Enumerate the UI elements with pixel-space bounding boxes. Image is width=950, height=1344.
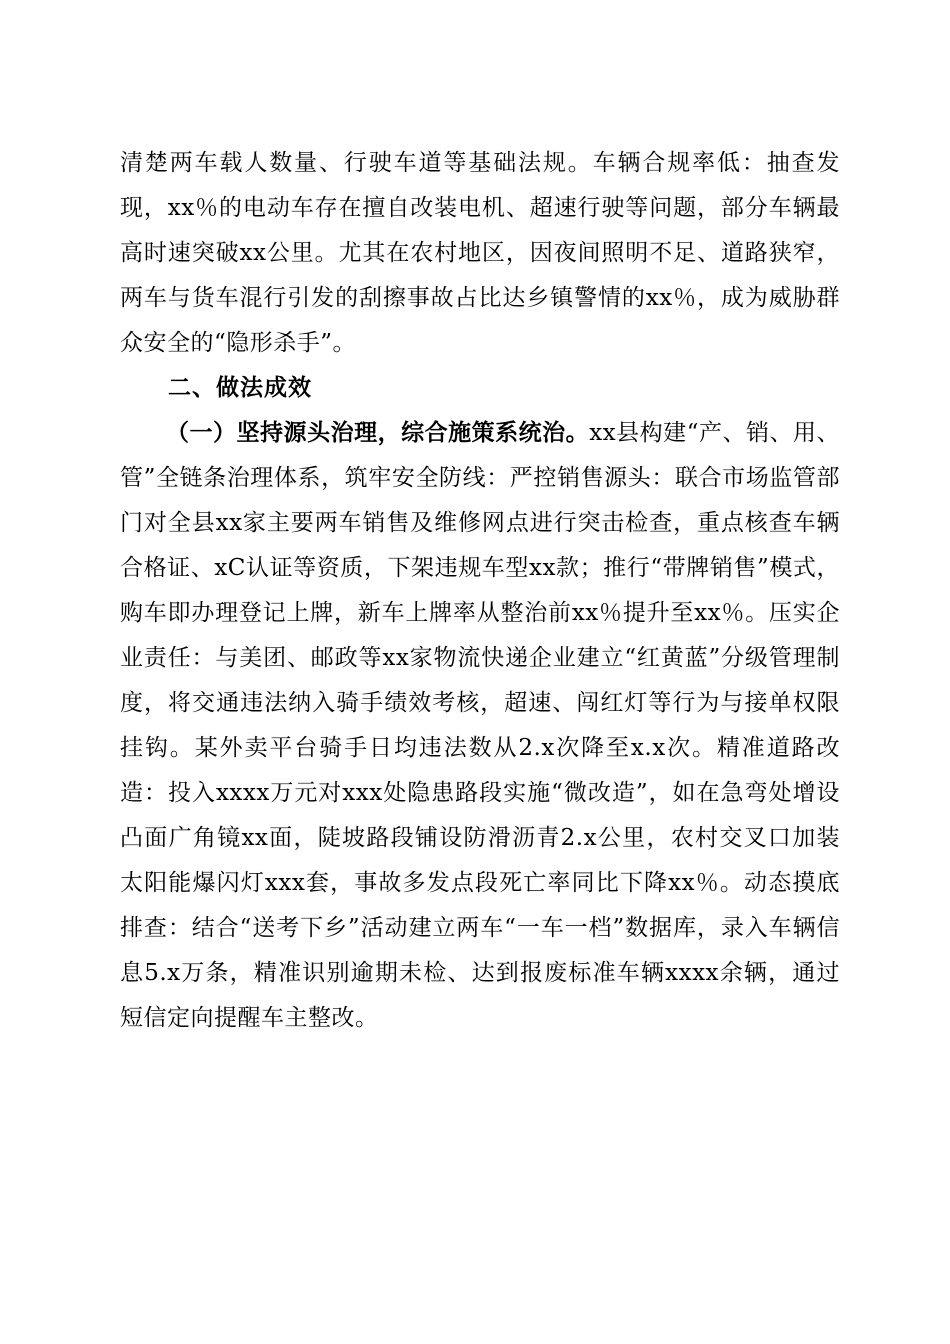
- body-paragraph-with-subheading: [120, 411, 840, 1041]
- paragraph-body-text: xx县构建“产、销、用、管”全链条治理体系，筑牢安全防线：严控销售源头：联合市场监管部门对全县xx家主要两车销售及维修网点进行突击检查，重点核查车辆合格证、xC认证等资质，下架违规车型xx款；推行“带牌销售”模式，购车即办理登记上牌，新车上牌率从整治前xx％提升至xx％。压实企业责任：与美团、邮政等xx家物流快递企业建立“红黄蓝”分级管理制度，将交通违法纳入骑手绩效考核，超速、闯红灯等行为与接单权限挂钩。某外卖平台骑手日均违法数从2.x次降至x.x次。精准道路改造：投入xxxx万元对xxx处隐患路段实施“微改造”，如在急弯处增设凸面广角镜xx面，陡坡路段铺设防滑沥青2.x公里，农村交叉口加装太阳能爆闪灯xxx套，事故多发点段死亡率同比下降xx％。动态摸底排查：结合“送考下乡”活动建立两车“一车一档”数据库，录入车辆信息5.x万条，精准识别逾期未检、达到报废标准车辆xxxx余辆，通过短信定向提醒车主整改。: [120, 420, 841, 1031]
- body-paragraph: 清楚两车载人数量、行驶车道等基础法规。车辆合规率低：抽查发现，xx％的电动车存在擅自改装电机、超速行驶等问题，部分车辆最高时速突破xx公里。尤其在农村地区，因夜间照明不足、道路狭窄，两车与货车混行引发的刮擦事故占比达乡镇警情的xx％，成为威胁群众安全的“隐形杀手”。: [120, 150, 840, 356]
- subsection-heading: （一）坚持源头治理，综合施策系统治。: [166, 420, 590, 446]
- section-heading: 二、做法成效: [168, 375, 312, 401]
